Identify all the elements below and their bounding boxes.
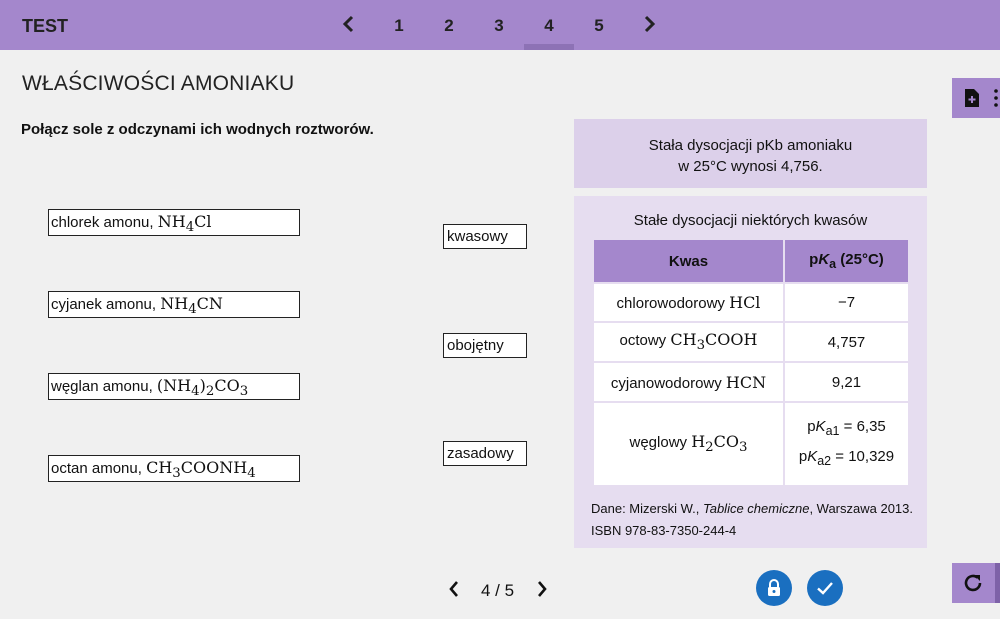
check-answer-button[interactable] (807, 570, 843, 606)
salt-name: octan amonu, (51, 460, 142, 477)
acid-name-cell (593, 402, 784, 486)
salt-formula: $(NH_4)_2CO_3$ (156, 376, 249, 400)
target-zasadowy[interactable]: zasadowy (443, 441, 527, 466)
chevron-right-icon (536, 580, 548, 598)
chevron-left-icon (448, 580, 460, 598)
page-4-tab[interactable]: 4 (544, 16, 554, 35)
salt-name: chlorek amonu, (51, 214, 154, 231)
acid-table-panel (574, 196, 927, 548)
page-2-tab[interactable]: 2 (444, 16, 454, 35)
page-title: WŁAŚCIWOŚCI AMONIAKU (22, 72, 295, 95)
page-5-tab[interactable]: 5 (594, 16, 604, 35)
salt-cyjanek-amonu[interactable] (48, 291, 300, 318)
target-kwasowy[interactable]: kwasowy (443, 224, 527, 249)
check-icon (815, 578, 835, 598)
bottom-prev-arrow[interactable] (448, 580, 460, 603)
column-header-pka: $pK_a$ (25°C) (784, 239, 909, 283)
refresh-icon (962, 572, 984, 594)
acid-formula: HCN (725, 372, 767, 392)
salt-name: węglan amonu, (51, 378, 153, 395)
table-row (593, 362, 909, 402)
acid-name: cyjanowodorowy (610, 374, 722, 392)
info-line-1: Stała dysocjacji pKb amoniaku (648, 137, 853, 154)
salt-formula: $NH_4Cl$ (157, 212, 212, 236)
page-3-tab[interactable]: 3 (494, 16, 504, 35)
instruction-text: Połącz sole z odczynami ich wodnych roztworów. (21, 121, 374, 138)
pka-cell: −7 (784, 283, 909, 322)
acid-name: węglowy (629, 434, 688, 452)
acid-name-cell (593, 283, 784, 322)
salt-name: cyjanek amonu, (51, 296, 157, 313)
acid-table (592, 238, 910, 487)
salt-weglan-amonu[interactable] (48, 373, 300, 400)
info-line-2: w 25°C wynosi 4,756. (678, 158, 823, 175)
table-row (593, 283, 909, 322)
data-source-note: Dane: Mizerski W., Tablice chemiczne, Warszawa 2013. ISBN 978-83-7350-244-4 (591, 501, 913, 538)
next-page-arrow[interactable] (640, 13, 660, 37)
acid-table-title: Stałe dysocjacji niektórych kwasów (633, 212, 868, 229)
more-vertical-icon (994, 88, 998, 108)
acid-formula: HCl (729, 293, 761, 312)
acid-name: octowy (619, 332, 667, 350)
top-bar (0, 0, 1000, 50)
lock-button[interactable] (756, 570, 792, 606)
refresh-button-edge (995, 563, 1000, 603)
chevron-left-icon (342, 15, 354, 33)
target-obojetny[interactable]: obojętny (443, 333, 527, 358)
refresh-button[interactable] (952, 563, 1000, 603)
table-row (593, 322, 909, 362)
pka-cell: $pK_{a1} = 6,35$ $pK_{a2} = 10,329$ (784, 402, 909, 486)
pkb-info-box (574, 119, 927, 188)
column-header-kwas: Kwas (593, 239, 784, 283)
active-page-indicator (524, 44, 574, 50)
table-row (593, 402, 909, 486)
bottom-next-arrow[interactable] (536, 580, 548, 603)
pka-cell: 4,757 (784, 322, 909, 362)
chevron-right-icon (644, 15, 656, 33)
prev-page-arrow[interactable] (338, 13, 358, 37)
acid-name-cell (593, 362, 784, 402)
lock-icon (764, 578, 784, 598)
add-note-icon (964, 88, 980, 108)
acid-name: chlorowodorowy (616, 295, 725, 312)
app-title: TEST (22, 16, 69, 36)
table-header-row (593, 239, 909, 283)
add-note-button[interactable] (952, 78, 1000, 118)
page-1-tab[interactable]: 1 (394, 16, 404, 35)
pka-cell: 9,21 (784, 362, 909, 402)
acid-formula: $H_2CO_3$ (691, 432, 748, 456)
bottom-pager-label: 4 / 5 (481, 581, 515, 600)
salt-octan-amonu[interactable] (48, 455, 300, 482)
salt-chlorek-amonu[interactable] (48, 209, 300, 236)
salt-formula: $NH_4CN$ (160, 294, 223, 318)
acid-formula: $CH_3COOH$ (670, 330, 758, 354)
acid-name-cell (593, 322, 784, 362)
salt-formula: $CH_3COONH_4$ (146, 458, 256, 482)
